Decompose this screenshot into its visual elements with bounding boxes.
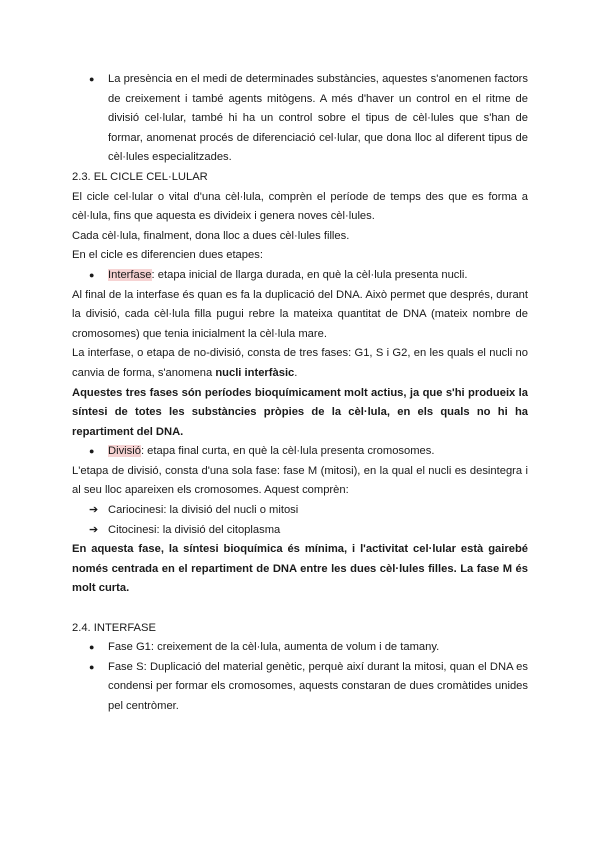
intro-bullet-text: La presència en el medi de determinades substàncies, aquestes s'anomenen factors de creixement i també agents mitògens. A més d'haver un control en el ritme de divisió cel·lular, també hi ha un control sobre el tipus de cèl·lules que s'han de formar, anomenat procés de diferenciació cel·lular, que dona lloc al diferent tipus de cèl·lules especialitzades. — [108, 73, 528, 164]
list-item-text: Fase G1: creixement de la cèl·lula, aumenta de volum i de tamany. — [108, 641, 440, 654]
highlighted-term-interfase: Interfase — [108, 268, 152, 281]
bold-paragraph: Aquestes tres fases són períodes bioquímicament molt actius, ja que s'hi produeix la síntesi de totes les substàncies pròpies de la cèl·lula, en els quals no hi ha repartiment del DNA. — [72, 386, 528, 438]
paragraph: El cicle cel·lular o vital d'una cèl·lula, comprèn el període de temps des que es forma a cèl·lula, fins que aquesta es divideix i genera noves cèl·lules. — [72, 190, 528, 223]
bullet-icon: ● — [89, 74, 95, 84]
bullet-icon: ● — [89, 661, 95, 672]
bullet-icon: ● — [89, 269, 95, 280]
paragraph-text: . — [294, 366, 298, 379]
paragraph: Cada cèl·lula, finalment, dona lloc a dues cèl·lules filles. — [72, 229, 350, 242]
paragraph — [72, 344, 528, 383]
section-heading-2-4: 2.4. INTERFASE — [72, 621, 156, 634]
section-heading-2-3: 2.3. EL CICLE CEL·LULAR — [72, 170, 208, 183]
list-item — [72, 638, 528, 658]
paragraph: Al final de la interfase és quan es fa la duplicació del DNA. Això permet que després, durant la divisió, cada cèl·lula filla pugui rebre la mateixa quantitat de DNA (mateix nombre de cromosomes) que tenia inicialment la cèl·lula mare. — [72, 288, 528, 340]
bold-term: nucli interfàsic — [215, 366, 295, 379]
paragraph: L'etapa de divisió, consta d'una sola fase: fase M (mitosi), en la qual el nucli es desintegra i al seu lloc apareixen els cromosomes. Aquest comprèn: — [72, 464, 528, 497]
term-description: : etapa inicial de llarga durada, en què la cèl·lula presenta nucli. — [151, 268, 468, 281]
list-item-text: Fase S: Duplicació del material genètic, perquè així durant la mitosi, quan el DNA es condensi per formar els cromosomes, aquests constaran de dues cromàtides unides pel centròmer. — [108, 660, 528, 712]
paragraph-text: La interfase, o etapa de no-divisió, consta de tres fases: G1, S i G2, en les quals el nucli no canvia de forma, s'anomena — [72, 347, 528, 379]
bold-paragraph: En aquesta fase, la síntesi bioquímica és mínima, i l'activitat cel·lular està gairebé només centrada en el repartiment de DNA entre les dues cèl·lules filles. La fase M és molt curta. — [72, 543, 528, 595]
bullet-icon: ● — [89, 446, 95, 457]
list-item — [72, 658, 528, 717]
spacer — [72, 599, 528, 619]
list-item-text: Cariocinesi: la divisió del nucli o mitosi — [108, 504, 299, 517]
list-item — [72, 521, 528, 541]
document-page — [72, 70, 528, 717]
list-item — [72, 266, 528, 286]
highlighted-term-divisio: Divisió — [108, 445, 141, 458]
list-item-text: Citocinesi: la divisió del citoplasma — [108, 523, 281, 536]
list-item — [72, 70, 528, 168]
paragraph: En el cicle es diferencien dues etapes: — [72, 249, 263, 262]
arrow-icon: ➔ — [89, 523, 99, 536]
arrow-icon: ➔ — [89, 504, 99, 517]
list-item — [72, 501, 528, 521]
bullet-icon: ● — [89, 642, 95, 653]
term-description: : etapa final curta, en què la cèl·lula presenta cromosomes. — [140, 445, 435, 458]
list-item — [72, 442, 528, 462]
